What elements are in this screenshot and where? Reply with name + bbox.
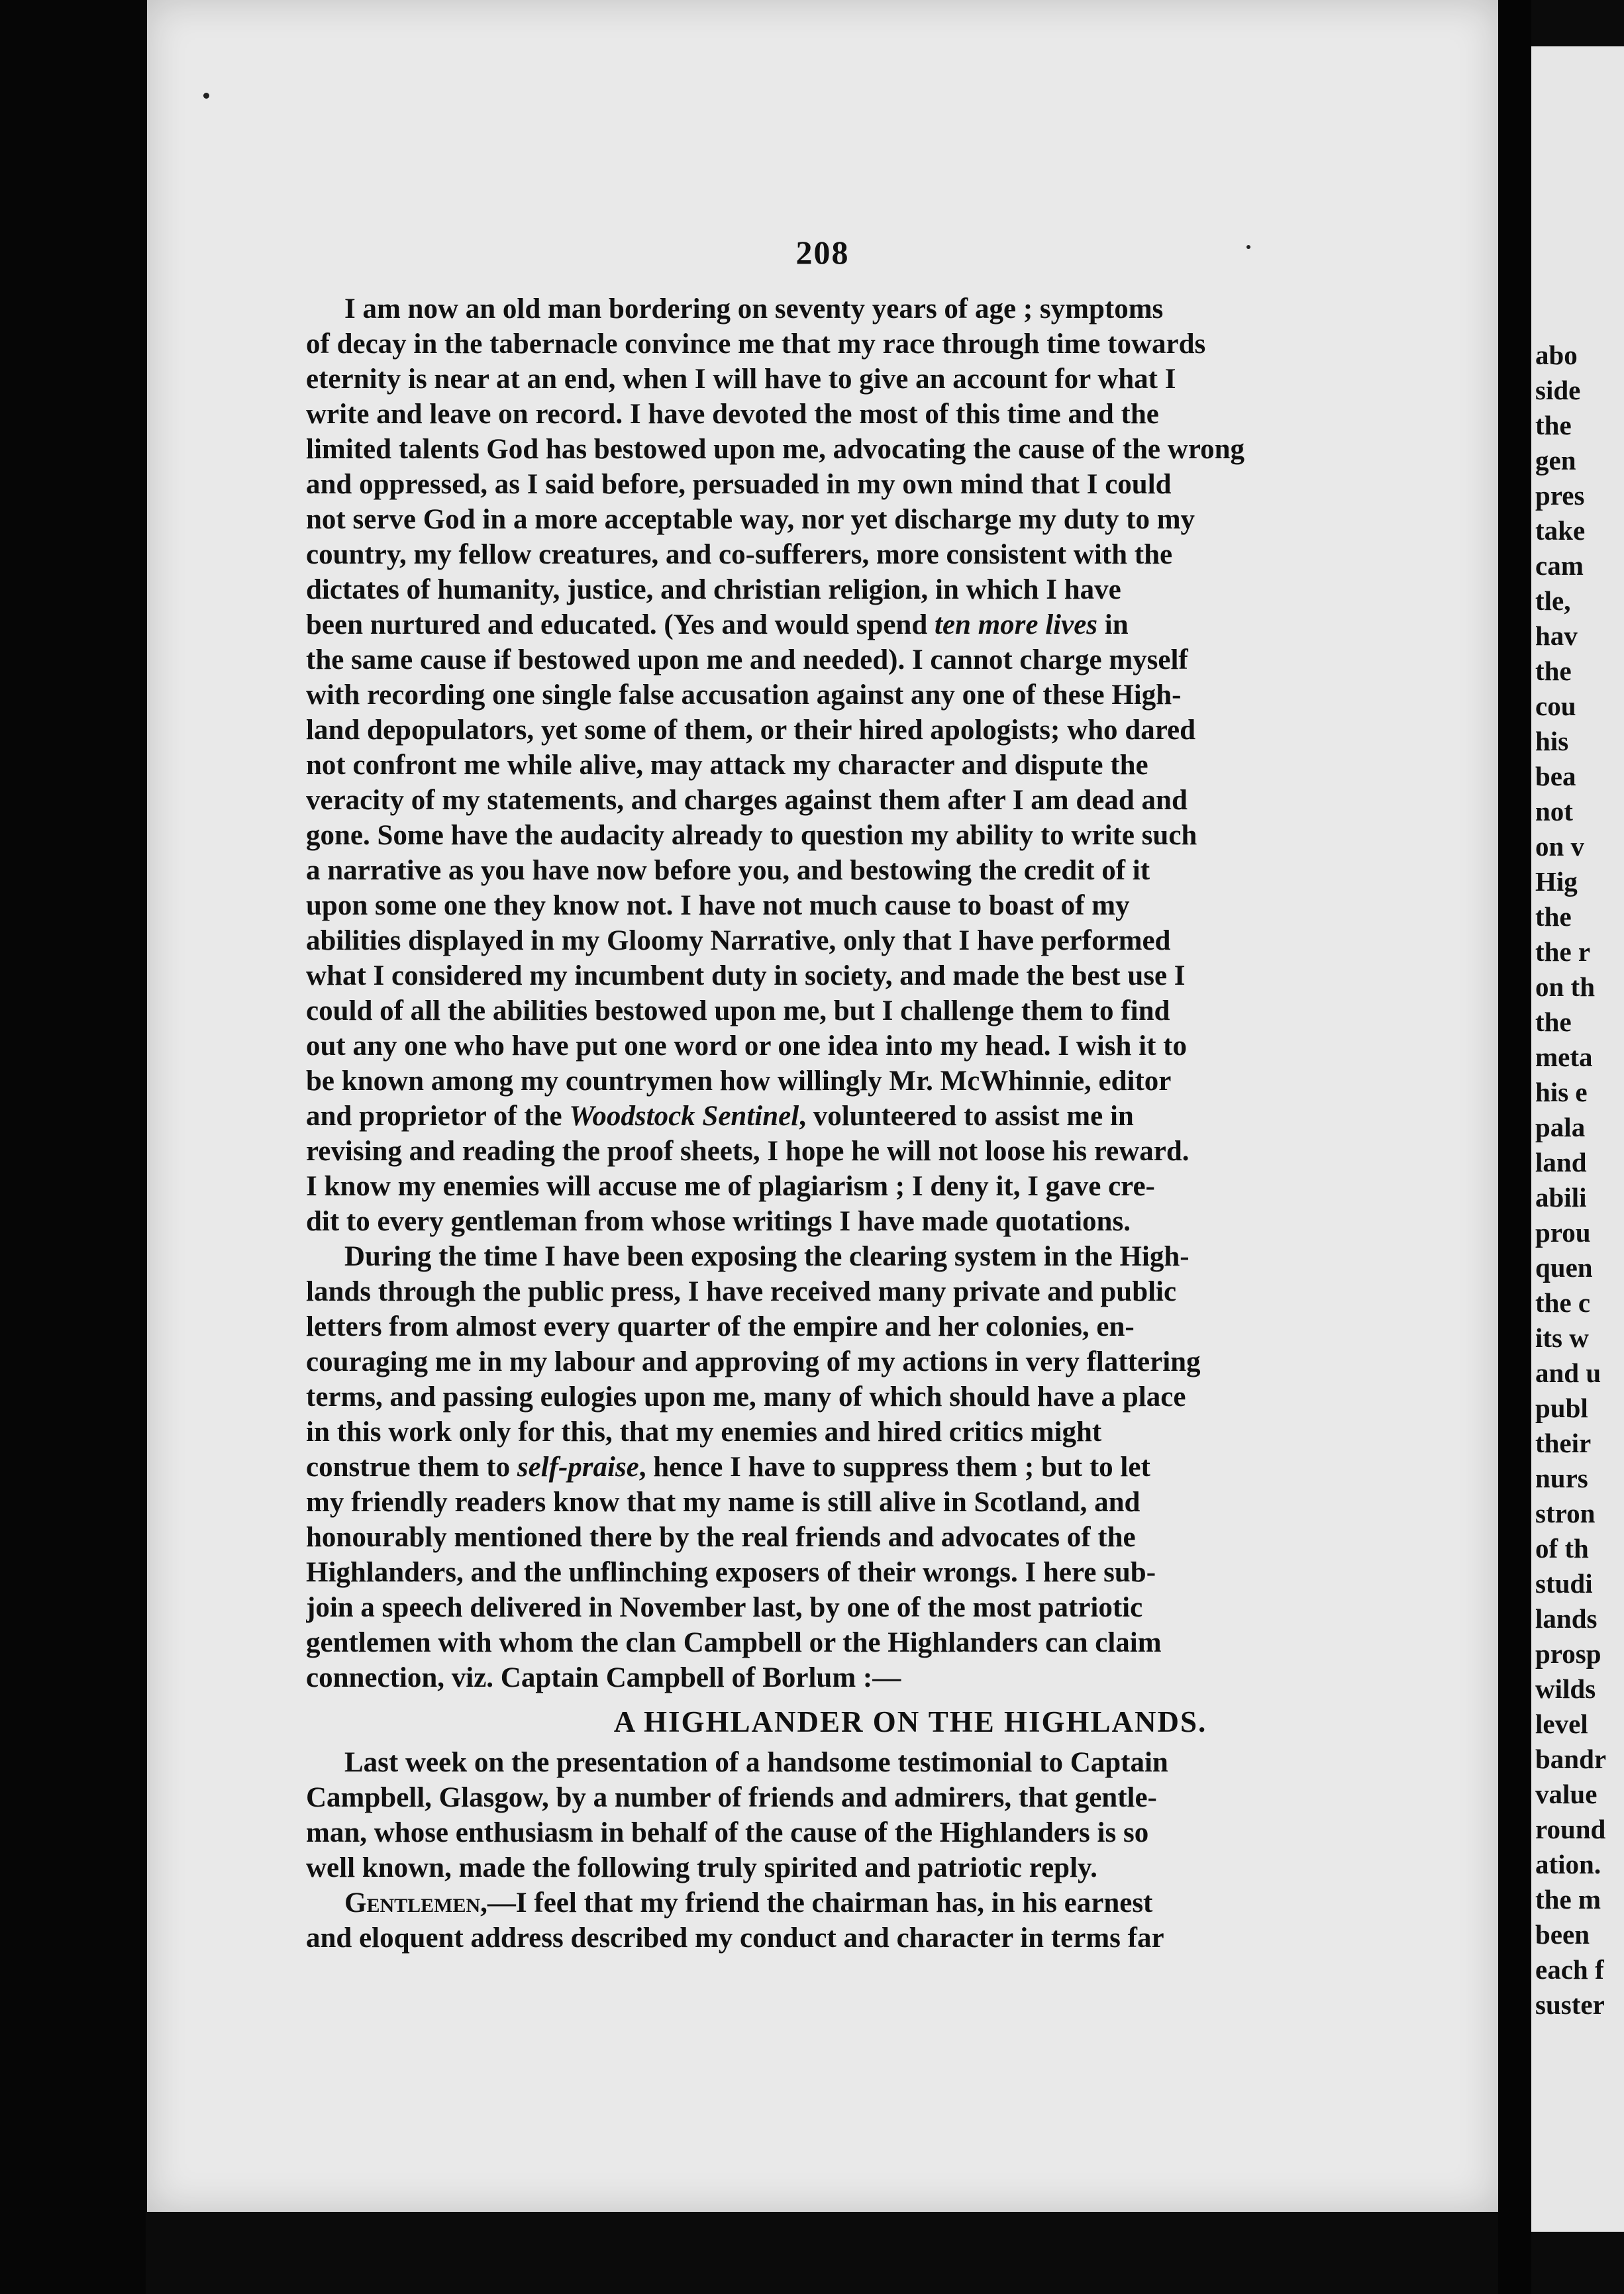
text-line: construe them to self-praise, hence I have to suppress them ; but to let (306, 1452, 1150, 1483)
text-line: in this work only for this, that my enemies and hired critics might (306, 1417, 1102, 1448)
adjacent-text-fragment: nurs (1535, 1463, 1588, 1493)
adjacent-text-fragment: land (1535, 1147, 1587, 1177)
adjacent-text-fragment: the (1535, 656, 1572, 686)
text-line: eternity is near at an end, when I will have to give an account for what I (306, 364, 1176, 395)
paragraph-speech (306, 1885, 1515, 1956)
adjacent-text-fragment: wilds (1535, 1673, 1596, 1704)
text-line: Last week on the presentation of a handsome testimonial to Captain (344, 1747, 1168, 1778)
text-line: During the time I have been exposing the clearing system in the High- (344, 1241, 1190, 1272)
text-line: terms, and passing eulogies upon me, many of which should have a place (306, 1381, 1186, 1413)
adjacent-text-fragment: and u (1535, 1358, 1601, 1388)
adjacent-text-fragment: bea (1535, 761, 1576, 791)
adjacent-text-fragment: abili (1535, 1182, 1587, 1213)
adjacent-text-fragment: on th (1535, 972, 1596, 1002)
adjacent-text-fragment: round (1535, 1814, 1606, 1844)
adjacent-text-fragment: side (1535, 375, 1581, 405)
italic-phrase: Woodstock Sentinel (569, 1101, 799, 1132)
adjacent-text-fragment: its w (1535, 1322, 1589, 1353)
book-gutter (1498, 0, 1531, 2294)
text-line: and oppressed, as I said before, persuaded in my own mind that I could (306, 469, 1172, 500)
italic-phrase: self-praise (517, 1452, 639, 1483)
text-line: be known among my countrymen how willingly Mr. McWhinnie, editor (306, 1066, 1172, 1097)
adjacent-text-fragment: of th (1535, 1533, 1589, 1564)
adjacent-text-fragment: meta (1535, 1042, 1593, 1072)
adjacent-text-fragment: not (1535, 796, 1573, 826)
adjacent-text-fragment: abo (1535, 340, 1578, 370)
text-line: man, whose enthusiasm in behalf of the cause of the Highlanders is so (306, 1817, 1149, 1848)
adjacent-text-fragment: his (1535, 726, 1569, 756)
paragraph-testimonial (306, 1745, 1515, 1885)
text-line: dictates of humanity, justice, and christian religion, in which I have (306, 574, 1121, 605)
adjacent-page-text (1535, 338, 1606, 2022)
speech-line-1: —I feel that my friend the chairman has, in his earnest (487, 1887, 1153, 1919)
text-line: dit to every gentleman from whose writings I have made quotations. (306, 1206, 1131, 1237)
text-line: gone. Some have the audacity already to question my ability to write such (306, 820, 1197, 851)
text-line: write and leave on record. I have devoted the most of this time and the (306, 399, 1159, 430)
adjacent-text-fragment: tle, (1535, 585, 1571, 616)
text-line: my friendly readers know that my name is still alive in Scotland, and (306, 1487, 1141, 1518)
adjacent-text-fragment: prosp (1535, 1638, 1601, 1669)
adjacent-text-fragment: the (1535, 1007, 1572, 1037)
adjacent-text-fragment: lands (1535, 1603, 1598, 1634)
adjacent-text-fragment: suster (1535, 1989, 1605, 2020)
adjacent-text-fragment: cou (1535, 691, 1576, 721)
section-heading: A HIGHLANDER ON THE HIGHLANDS. (613, 1705, 1207, 1738)
text-line (306, 1885, 1515, 1920)
adjacent-text-fragment: each f (1535, 1954, 1604, 1985)
text-line: limited talents God has bestowed upon me, advocating the cause of the wrong (306, 434, 1245, 465)
page-number: 208 (795, 234, 850, 271)
adjacent-text-fragment: Hig (1535, 866, 1578, 897)
adjacent-text-fragment: bandr (1535, 1744, 1607, 1774)
text-line: Highlanders, and the unflinching exposers of their wrongs. I here sub- (306, 1557, 1156, 1588)
scan-speck (1246, 245, 1250, 249)
adjacent-text-fragment: on v (1535, 831, 1585, 862)
text-line: country, my fellow creatures, and co-sufferers, more consistent with the (306, 539, 1173, 570)
text-line: honourably mentioned there by the real friends and advocates of the (306, 1522, 1136, 1553)
text-line: I know my enemies will accuse me of plagiarism ; I deny it, I gave cre- (306, 1171, 1155, 1202)
adjacent-text-fragment: stron (1535, 1498, 1596, 1528)
adjacent-text-fragment: ation. (1535, 1849, 1601, 1879)
text-line: lands through the public press, I have received many private and public (306, 1276, 1177, 1307)
italic-phrase: ten more lives (935, 609, 1098, 640)
text-line: couraging me in my labour and approving of my actions in very flattering (306, 1346, 1201, 1377)
text-line: abilities displayed in my Gloomy Narrative, only that I have performed (306, 925, 1171, 956)
text-line: veracity of my statements, and charges against them after I am dead and (306, 785, 1188, 816)
adjacent-text-fragment: the (1535, 901, 1572, 932)
adjacent-text-fragment: been (1535, 1919, 1590, 1950)
text-line: I am now an old man bordering on seventy years of age ; symptoms (344, 293, 1164, 324)
adjacent-text-fragment: prou (1535, 1217, 1591, 1248)
text-line: of decay in the tabernacle convince me that my race through time towards (306, 328, 1206, 360)
adjacent-page-edge (1531, 46, 1624, 2232)
adjacent-text-fragment: studi (1535, 1568, 1593, 1599)
text-line: letters from almost every quarter of the empire and her colonies, en- (306, 1311, 1135, 1342)
text-line: and eloquent address described my conduct and character in terms far (306, 1922, 1164, 1954)
text-line: not serve God in a more acceptable way, nor yet discharge my duty to my (306, 504, 1195, 535)
adjacent-text-fragment: his e (1535, 1077, 1588, 1107)
adjacent-text-fragment: take (1535, 515, 1586, 546)
paragraph-clearing-system (306, 1239, 1515, 1695)
adjacent-text-fragment: pala (1535, 1112, 1586, 1142)
text-line: land depopulators, yet some of them, or their hired apologists; who dared (306, 715, 1196, 746)
adjacent-text-fragment: value (1535, 1779, 1598, 1809)
adjacent-text-fragment: publ (1535, 1393, 1588, 1423)
text-line: the same cause if bestowed upon me and needed). I cannot charge myself (306, 644, 1188, 675)
adjacent-text-fragment: level (1535, 1709, 1588, 1739)
text-line: join a speech delivered in November last, by one of the most patriotic (306, 1592, 1143, 1623)
book-page (147, 0, 1498, 2212)
salutation: Gentlemen, (344, 1887, 487, 1919)
text-line: upon some one they know not. I have not much cause to boast of my (306, 890, 1130, 921)
page-body (306, 291, 1515, 1956)
text-line: well known, made the following truly spirited and patriotic reply. (306, 1852, 1097, 1883)
text-line: not confront me while alive, may attack my character and dispute the (306, 750, 1148, 781)
text-line: a narrative as you have now before you, and bestowing the credit of it (306, 855, 1150, 886)
adjacent-text-fragment: the (1535, 410, 1572, 440)
text-line: revising and reading the proof sheets, I hope he will not loose his reward. (306, 1136, 1190, 1167)
text-line: with recording one single false accusation against any one of these High- (306, 679, 1182, 711)
adjacent-text-fragment: quen (1535, 1252, 1593, 1283)
adjacent-text-fragment: gen (1535, 445, 1576, 475)
text-line: what I considered my incumbent duty in society, and made the best use I (306, 960, 1186, 991)
text-line: and proprietor of the Woodstock Sentinel, volunteered to assist me in (306, 1101, 1134, 1132)
text-line: gentlemen with whom the clan Campbell or the Highlanders can claim (306, 1627, 1162, 1658)
text-line: could of all the abilities bestowed upon me, but I challenge them to find (306, 995, 1170, 1026)
adjacent-text-fragment: hav (1535, 621, 1578, 651)
text-line: been nurtured and educated. (Yes and would spend ten more lives in (306, 609, 1129, 640)
adjacent-text-fragment: the c (1535, 1287, 1591, 1318)
text-line: connection, viz. Captain Campbell of Borlum :— (306, 1662, 901, 1693)
adjacent-text-fragment: cam (1535, 550, 1584, 581)
paragraph-decay-and-narrative (306, 291, 1515, 1239)
text-line: out any one who have put one word or one idea into my head. I wish it to (306, 1030, 1187, 1062)
adjacent-text-fragment: their (1535, 1428, 1592, 1458)
scan-speck (203, 93, 209, 99)
adjacent-text-fragment: the r (1535, 936, 1591, 967)
text-line: Campbell, Glasgow, by a number of friends and admirers, that gentle- (306, 1782, 1157, 1813)
scan-left-border (0, 0, 146, 2294)
adjacent-text-fragment: pres (1535, 480, 1585, 511)
adjacent-text-fragment: the m (1535, 1884, 1601, 1915)
